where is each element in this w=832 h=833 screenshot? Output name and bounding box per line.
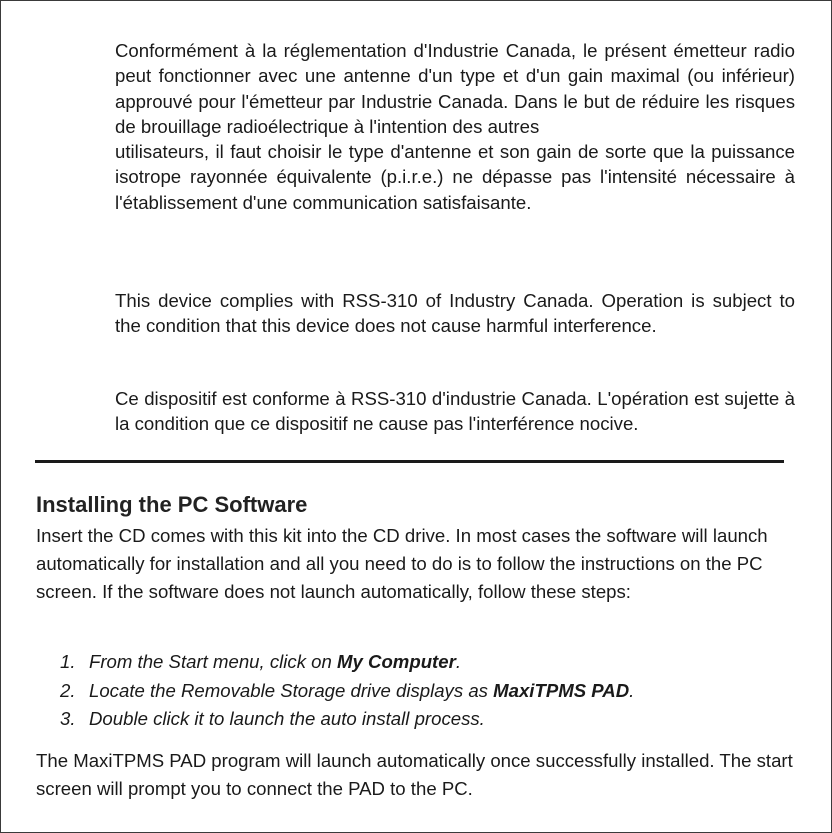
list-item: [60, 648, 634, 677]
french-rss-notice-text: Ce dispositif est conforme à RSS-310 d'industrie Canada. L'opération est sujette à la condition que ce dispositif ne cause pas l'interférence nocive.: [115, 388, 795, 435]
step-text-end: .: [629, 679, 635, 701]
section-title: Installing the PC Software: [36, 492, 308, 517]
step-text: Locate the Removable Storage drive displays as: [89, 679, 494, 701]
step-number: 2.: [60, 679, 76, 701]
step-emphasis: My Computer: [337, 651, 456, 672]
step-number: 3.: [60, 708, 76, 729]
step-number: 1.: [60, 651, 76, 672]
step-emphasis: MaxiTPMS PAD: [493, 679, 630, 701]
french-antenna-notice-part-2: utilisateurs, il faut choisir le type d'antenne et son gain de sorte que la puissance isotrope rayonnée équivalente (p.i.r.e.) ne dépasse pas l'intensité nécessaire à l'établissement d'une communication satisfaisante.: [115, 141, 795, 213]
list-item: [60, 677, 634, 706]
step-text: From the Start menu, click on: [89, 651, 338, 672]
french-rss-notice: [115, 386, 795, 437]
install-steps: [60, 648, 634, 734]
list-item: [60, 705, 634, 734]
french-antenna-notice: [115, 38, 795, 215]
french-antenna-notice-part-1: Conformément à la réglementation d'Industrie Canada, le présent émetteur radio peut fonctionner avec une antenne d'un type et d'un gain maximal (ou inférieur) approuvé pour l'émetteur par Industrie Canada. Dans le but de réduire les risques de brouillage radioélectrique à l'intention des autres: [115, 40, 795, 137]
install-closing: The MaxiTPMS PAD program will launch automatically once successfully installed. The start screen will prompt you to connect the PAD to the PC.: [36, 750, 793, 799]
step-text-end: .: [455, 651, 461, 672]
english-rss-notice-text: This device complies with RSS-310 of Industry Canada. Operation is subject to the condition that this device does not cause harmful interference.: [115, 290, 795, 337]
step-text: Double click it to launch the auto install process.: [89, 708, 485, 729]
section-divider: [35, 460, 784, 463]
english-rss-notice: [115, 288, 795, 339]
install-intro: Insert the CD comes with this kit into the CD drive. In most cases the software will launch automatically for installation and all you need to do is to follow the instructions on the PC screen. If the software does not launch automatically, follow these steps:: [36, 525, 768, 602]
